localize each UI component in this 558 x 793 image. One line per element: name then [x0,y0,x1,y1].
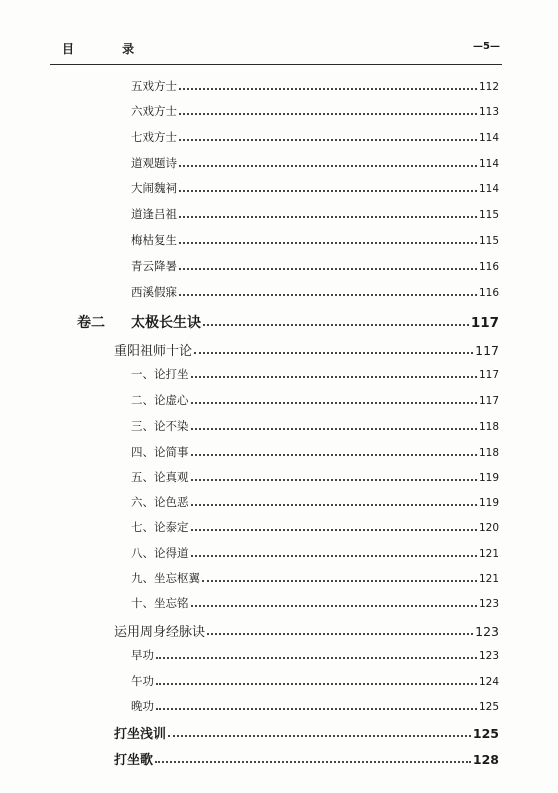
toc-entry-label: 青云降暑 [131,259,177,273]
toc-entry-label: 六、论色恶 [131,495,189,509]
leader-dots [179,165,477,167]
toc-entry-page: 117 [475,343,499,358]
leader-dots [194,352,473,354]
leader-dots [168,735,471,737]
toc-entry-page: 115 [478,235,499,247]
leader-dots [191,555,477,557]
toc-entry-page: 116 [478,261,499,273]
toc-entry[interactable] [131,206,499,222]
toc-entry[interactable] [131,469,499,485]
toc-entry-label: 大闹魏祠 [131,181,177,195]
toc-entry-page: 114 [478,183,499,195]
leader-dots [179,216,477,218]
toc-entry[interactable] [131,595,499,611]
toc-entry-label: 四、论简事 [131,445,189,459]
page-number: —5— [473,41,500,52]
leader-dots [156,657,477,659]
leader-dots [156,708,477,710]
toc-entry[interactable] [131,444,499,460]
leader-dots [191,605,477,607]
toc-section-entry[interactable] [114,749,499,768]
toc-section-entry[interactable] [114,340,499,359]
toc-entry[interactable] [131,284,499,300]
toc-entry[interactable] [131,545,499,561]
toc-entry-page: 124 [478,676,499,688]
leader-dots [155,761,471,763]
toc-entry[interactable] [131,519,499,535]
header-title: 目 录 [62,42,157,56]
leader-dots [191,454,477,456]
toc-entry-page: 123 [475,624,499,639]
leader-dots [179,139,477,141]
toc-entry-page: 116 [478,287,499,299]
leader-dots [179,294,477,296]
toc-entry-page: 114 [478,158,499,170]
toc-entry-page: 123 [478,650,499,662]
toc-entry-label: 道观题诗 [131,156,177,170]
toc-entry-label: 五、论真观 [131,470,189,484]
toc-entry[interactable] [131,129,499,145]
toc-entry[interactable] [131,78,499,94]
toc-entry-page: 112 [478,81,499,93]
toc-entry-label: 三、论不染 [131,419,189,433]
toc-section-entry[interactable] [114,621,499,640]
toc-entry[interactable] [131,258,499,274]
toc-entry[interactable] [131,180,499,196]
toc-entry-label: 七、论泰定 [131,520,189,534]
leader-dots [179,113,477,115]
toc-entry-page: 125 [472,726,499,741]
toc-entry[interactable] [131,647,499,663]
toc-entry-page: 121 [478,548,499,560]
toc-entry-page: 118 [478,447,499,459]
leader-dots [156,683,477,685]
leader-dots [191,504,477,506]
leader-dots [202,580,477,582]
toc-entry-page: 117 [470,315,499,331]
toc-entry-page: 121 [478,573,499,585]
toc-entry-label: 太极长生诀 [131,315,201,331]
toc-entry-label: 重阳祖师十论 [114,344,193,359]
toc-entry[interactable] [131,494,499,510]
toc-entry-label: 梅枯复生 [131,233,177,247]
leader-dots [191,402,477,404]
leader-dots [191,479,477,481]
leader-dots [207,633,473,635]
toc-entry[interactable] [131,570,499,586]
toc-entry[interactable] [131,418,499,434]
toc-entry-label: 五戏方士 [131,79,177,93]
leader-dots [191,376,477,378]
header-rule [50,64,502,65]
toc-entry[interactable] [131,103,499,119]
toc-entry[interactable] [131,392,499,408]
toc-entry[interactable] [131,673,499,689]
toc-entry-page: 114 [478,132,499,144]
toc-entry-page: 128 [472,752,499,767]
toc-entry-page: 115 [478,209,499,221]
toc-entry[interactable] [131,155,499,171]
toc-entry-label: 道逢吕祖 [131,207,177,221]
volume-prefix: 卷二 [77,315,105,331]
toc-entry-page: 117 [478,369,499,381]
leader-dots [179,268,477,270]
toc-section-entry[interactable] [114,723,499,742]
leader-dots [179,190,477,192]
toc-entry-label: 十、坐忘铭 [131,596,189,610]
toc-volume-entry[interactable] [131,312,499,332]
leader-dots [179,88,477,90]
toc-entry-page: 119 [478,472,499,484]
toc-entry-page: 125 [478,701,499,713]
toc-entry-page: 120 [478,522,499,534]
toc-entry[interactable] [131,366,499,382]
toc-entry-label: 打坐浅训 [114,727,167,742]
toc-entry-page: 123 [478,598,499,610]
toc-entry-label: 六戏方士 [131,104,177,118]
toc-entry-label: 七戏方士 [131,130,177,144]
toc-entry-label: 一、论打坐 [131,367,189,381]
leader-dots [179,242,477,244]
toc-entry-page: 113 [478,106,499,118]
toc-entry-page: 119 [478,497,499,509]
toc-entry-label: 八、论得道 [131,546,189,560]
toc-entry-label: 运用周身经脉诀 [114,625,206,640]
leader-dots [191,529,477,531]
toc-entry[interactable] [131,232,499,248]
toc-entry-page: 117 [478,395,499,407]
page-header [62,40,500,62]
leader-dots [191,428,477,430]
toc-entry-label: 早功 [131,648,154,662]
toc-entry-label: 打坐歌 [114,753,154,768]
toc-entry-label: 西溪假寐 [131,285,177,299]
toc-entry-label: 二、论虚心 [131,393,189,407]
toc-entry[interactable] [131,698,499,714]
toc-entry-label: 午功 [131,674,154,688]
toc-entry-page: 118 [478,421,499,433]
toc-entry-label: 九、坐忘枢翼 [131,571,200,585]
toc-entry-label: 晚功 [131,699,154,713]
leader-dots [203,324,469,326]
